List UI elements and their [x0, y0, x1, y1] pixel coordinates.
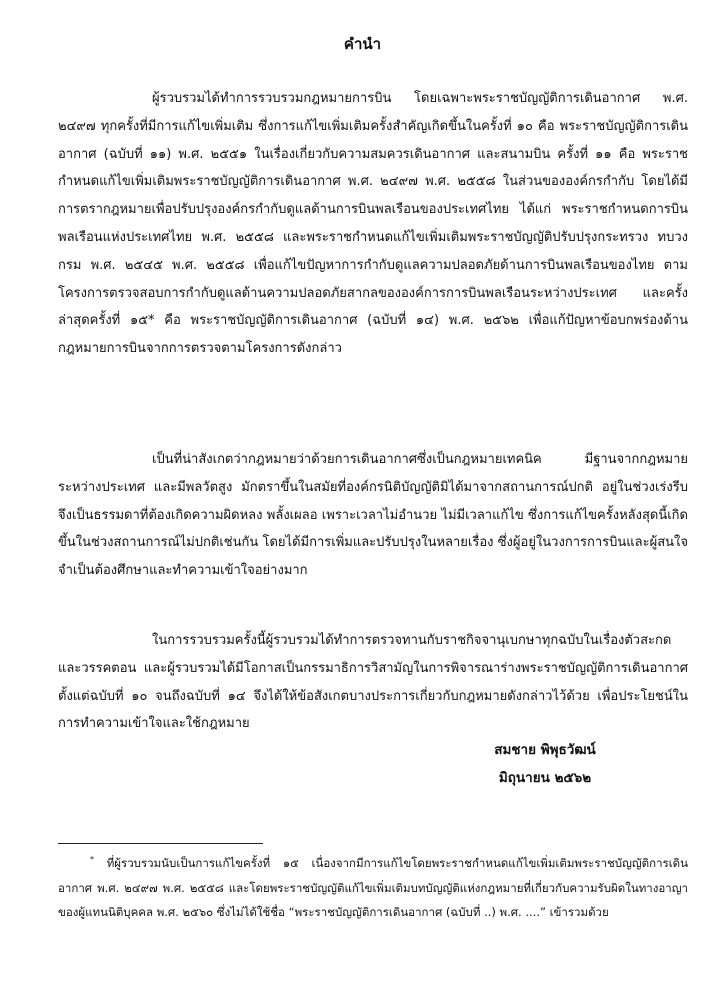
author-name: สมชาย พิพุธวัฒน์: [494, 742, 596, 758]
preface-paragraph-2: เป็นที่น่าสังเกตว่ากฎหมายว่าด้วยการเดินอากาศซึ่งเป็นกฎหมายเทคนิค มีฐานจากกฎหมายระหว่างประเทศ และมีพลวัตสูง มักตราขึ้นในสมัยที่องค์กรนิติบัญญัติมิได้มาจากสถานการณ์ปกติ อยู่ในช่วงเร่งรีบ จึงเป็นธรรมดาที่ต้องเกิดความผิดหลง พลั้งเผลอ เพราะเวลาไม่อำนวย ไม่มีเวลาแก้ไข ซึ่งการแก้ไขครั้งหลังสุดนี้เกิดขึ้นในช่วงสถานการณ์ไม่ปกติเช่นกัน โดยได้มีการเพิ่มและปรับปรุงในหลายเรื่อง ซึ่งผู้อยู่ในวงการการบินและผู้สนใจจำเป็นต้องศึกษาและทำความเข้าใจอย่างมาก: [58, 452, 688, 579]
footnote-text: ที่ผู้รวบรวมนับเป็นการแก้ไขครั้งที่ ๑๕ เนื่องจากมีการแก้ไขโดยพระราชกำหนดแก้ไขเพิ่มเติมพระราชบัญญัติการเดินอากาศ พ.ศ. ๒๔๙๗ พ.ศ. ๒๕๕๘ และโดยพระราชบัญญัติแก้ไขเพิ่มเติมบทบัญญัติแห่งกฎหมายที่เกี่ยวกับความรับผิดในทางอาญาของผู้แทนนิติบุคคล พ.ศ. ๒๕๖๐ ซึ่งไม่ได้ใช้ชื่อ “พระราชบัญญัติการเดินอากาศ (ฉบับที่ ..) พ.ศ. ....” เข้ารวมด้วย: [58, 856, 688, 919]
footnote-marker: *: [90, 855, 94, 865]
footnote: [58, 851, 688, 925]
preface-paragraph-3: ในการรวบรวมครั้งนี้ผู้รวบรวมได้ทำการตรวจทานกับราชกิจจานุเบกษาทุกฉบับในเรื่องตัวสะกดและวรรคตอน และผู้รวบรวมได้มีโอกาสเป็นกรรมาธิการวิสามัญในการพิจารณาร่างพระราชบัญญัติการเดินอากาศตั้งแต่ฉบับที่ ๑๐ จนถึงฉบับที่ ๑๔ จึงได้ให้ข้อสังเกตบางประการเกี่ยวกับกฎหมายดังกล่าวไว้ด้วย เพื่อประโยชน์ในการทำความเข้าใจและใช้กฎหมาย: [58, 633, 688, 732]
page-title: คำนำ: [343, 35, 382, 53]
preface-paragraph-1: ผู้รวบรวมได้ทำการรวบรวมกฎหมายการบิน โดยเฉพาะพระราชบัญญัติการเดินอากาศ พ.ศ. ๒๔๙๗ ทุกครั้งที่มีการแก้ไขเพิ่มเติม ซึ่งการแก้ไขเพิ่มเติมครั้งสำคัญเกิดขึ้นในครั้งที่ ๑๐ คือ พระราชบัญญัติการเดินอากาศ (ฉบับที่ ๑๑) พ.ศ. ๒๕๕๑ ในเรื่องเกี่ยวกับความสมควรเดินอากาศ และสนามบิน ครั้งที่ ๑๑ คือ พระราชกำหนดแก้ไขเพิ่มเติมพระราชบัญญัติการเดินอากาศ พ.ศ. ๒๔๙๗ พ.ศ. ๒๕๕๘ ในส่วนขององค์กรกำกับ โดยได้มีการตรากฎหมายเพื่อปรับปรุงองค์กรกำกับดูแลด้านการบินพลเรือนของประเทศไทย ได้แก่ พระราชกำหนดการบินพลเรือนแห่งประเทศไทย พ.ศ. ๒๕๕๘ และพระราชกำหนดแก้ไขเพิ่มเติมพระราชบัญญัติปรับปรุงกระทรวง ทบวง กรม พ.ศ. ๒๕๔๕ พ.ศ. ๒๕๕๘ เพื่อแก้ไขปัญหาการกำกับดูแลความปลอดภัยด้านการบินพลเรือนของไทย ตามโครงการตรวจสอบการกำกับดูแลด้านความปลอดภัยสากลขององค์การการบินพลเรือนระหว่างประเทศ และครั้งล่าสุดครั้งที่ ๑๕* คือ พระราชบัญญัติการเดินอากาศ (ฉบับที่ ๑๔) พ.ศ. ๒๕๖๒ เพื่อแก้ปัญหาข้อบกพร่องด้านกฎหมายการบินจากการตรวจตามโครงการดังกล่าว: [58, 91, 688, 357]
signature-date: มิถุนายน ๒๕๖๒: [498, 770, 592, 786]
footnote-divider: [58, 843, 263, 844]
